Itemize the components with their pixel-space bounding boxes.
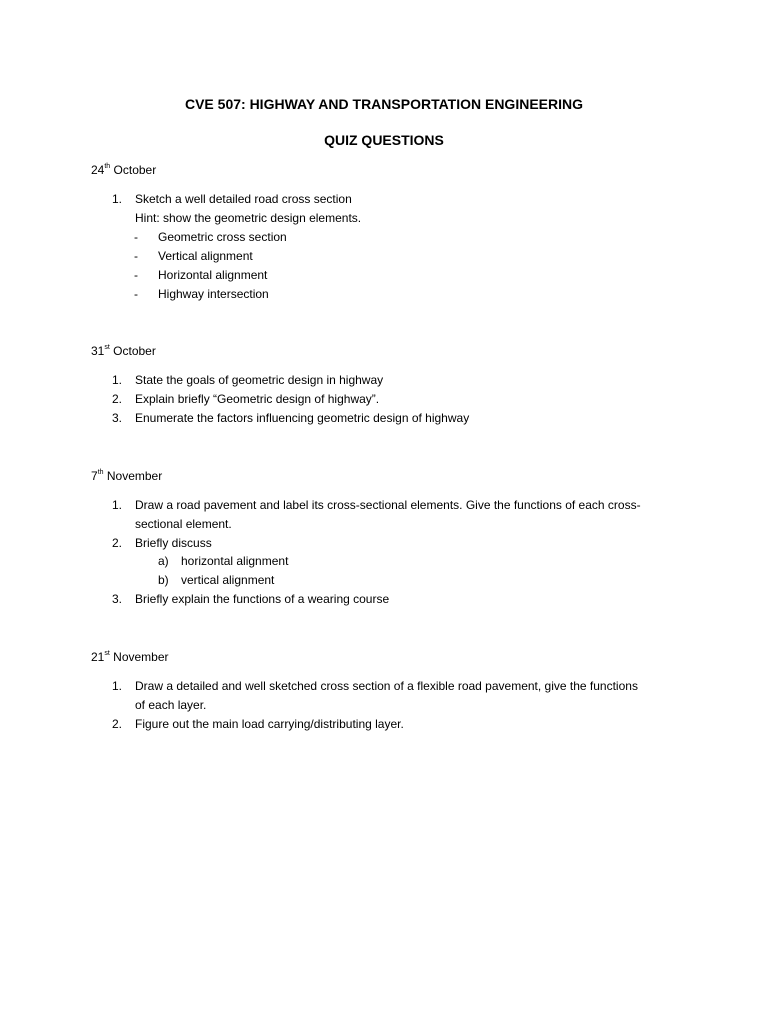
date-day: 21: [91, 650, 105, 664]
bullet-text: Vertical alignment: [158, 249, 253, 263]
bullet-dash: -: [134, 230, 138, 244]
question-number: 2.: [112, 717, 123, 731]
question-continuation: [0, 696, 768, 715]
section-date: [91, 161, 156, 180]
hint-text: Hint: show the geometric design elements.: [135, 211, 362, 225]
section-date: [91, 467, 162, 486]
question-text: Draw a detailed and well sketched cross section of a flexible road pavement, give the functions: [135, 679, 638, 693]
question-text-continued: sectional element.: [135, 517, 232, 531]
sub-item: [0, 571, 768, 590]
sub-item-text: vertical alignment: [181, 573, 275, 587]
question-item: [0, 534, 768, 553]
question-number: 3.: [112, 592, 123, 606]
question-item: [0, 715, 768, 734]
date-suffix: st: [104, 650, 110, 657]
bullet-dash: -: [134, 249, 138, 263]
date-month: October: [109, 344, 156, 358]
date-suffix: th: [104, 163, 111, 170]
sub-item-text: horizontal alignment: [181, 554, 289, 568]
question-text: Sketch a well detailed road cross section: [135, 192, 352, 206]
bullet-dash: -: [134, 287, 138, 301]
question-item: [0, 496, 768, 515]
bullet-text: Horizontal alignment: [158, 268, 268, 282]
bullet-item: [0, 266, 768, 285]
question-number: 3.: [112, 411, 123, 425]
date-suffix: st: [104, 344, 110, 351]
date-day: 7: [91, 469, 98, 483]
question-number: 1.: [112, 498, 123, 512]
date-day: 31: [91, 344, 105, 358]
question-text: Briefly discuss: [135, 536, 212, 550]
question-text: Draw a road pavement and label its cross-sectional elements. Give the functions of each cross-: [135, 498, 641, 512]
question-text-continued: of each layer.: [135, 698, 207, 712]
bullet-text: Highway intersection: [158, 287, 269, 301]
bullet-dash: -: [134, 268, 138, 282]
question-hint: [0, 209, 768, 228]
bullet-item: [0, 228, 768, 247]
question-continuation: [0, 515, 768, 534]
bullet-item: [0, 247, 768, 266]
question-text: Explain briefly “Geometric design of highway”.: [135, 392, 380, 406]
date-day: 24: [91, 163, 105, 177]
question-number: 2.: [112, 536, 123, 550]
question-number: 2.: [112, 392, 123, 406]
question-number: 1.: [112, 679, 123, 693]
date-month: November: [103, 469, 163, 483]
question-item: [0, 190, 768, 209]
date-month: October: [110, 163, 157, 177]
sub-item-letter: b): [158, 573, 169, 587]
bullet-item: [0, 285, 768, 304]
question-text: State the goals of geometric design in highway: [135, 373, 384, 387]
date-month: November: [109, 650, 169, 664]
date-suffix: th: [97, 469, 104, 476]
question-text: Enumerate the factors influencing geometric design of highway: [135, 411, 470, 425]
sub-item: [0, 552, 768, 571]
question-item: [0, 590, 768, 609]
section-date: [91, 648, 169, 667]
question-item: [0, 409, 768, 428]
sub-item-letter: a): [158, 554, 169, 568]
question-item: [0, 390, 768, 409]
question-number: 1.: [112, 192, 123, 206]
question-item: [0, 677, 768, 696]
question-text: Briefly explain the functions of a wearing course: [135, 592, 390, 606]
document-title: CVE 507: HIGHWAY AND TRANSPORTATION ENGINEERING: [184, 96, 583, 112]
question-item: [0, 371, 768, 390]
bullet-text: Geometric cross section: [158, 230, 287, 244]
section-date: [91, 342, 156, 361]
document-subtitle: QUIZ QUESTIONS: [324, 132, 444, 148]
question-text: Figure out the main load carrying/distributing layer.: [135, 717, 404, 731]
question-number: 1.: [112, 373, 123, 387]
